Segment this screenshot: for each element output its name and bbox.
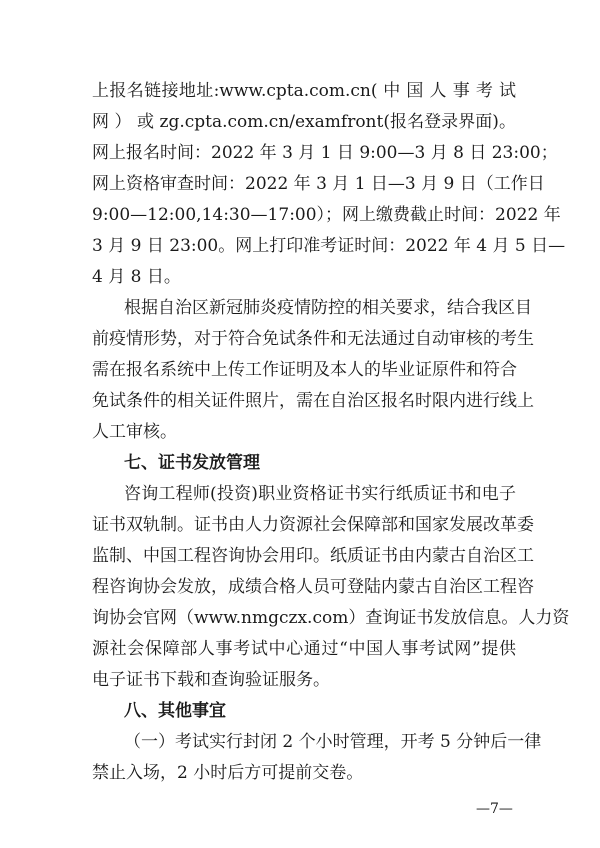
paragraph-2-line-5: 人工审核。 <box>92 422 177 442</box>
text-line-7: 4 月 8 日。 <box>92 267 181 287</box>
paragraph-2-line-1: 根据自治区新冠肺炎疫情防控的相关要求，结合我区目 <box>124 298 532 318</box>
text-line-2: 网 ） 或 zg.cpta.com.cn/examfront(报名登录界面)。 <box>92 112 516 132</box>
paragraph-3-line-5: 询协会官网（www.nmgczx.com）查询证书发放信息。人力资 <box>92 608 570 628</box>
paragraph-3-line-4: 程咨询协会发放，成绩合格人员可登陆内蒙古自治区工程咨 <box>92 577 534 597</box>
text-line-1: 上报名链接地址:www.cpta.com.cn( 中 国 人 事 考 试 <box>92 81 516 101</box>
paragraph-2-line-2: 前疫情形势，对于符合免试条件和无法通过自动审核的考生 <box>92 329 534 349</box>
page-number: —7— <box>476 801 513 817</box>
text-line-3: 网上报名时间：2022 年 3 月 1 日 9:00—3 月 8 日 23:00； <box>92 143 558 163</box>
paragraph-3-line-6: 源社会保障部人事考试中心通过“中国人事考试网”提供 <box>92 639 516 659</box>
section-heading-8: 八、其他事宜 <box>124 701 226 721</box>
paragraph-3-line-2: 证书双轨制。证书由人力资源社会保障部和国家发展改革委 <box>92 515 534 535</box>
text-line-4: 网上资格审查时间：2022 年 3 月 1 日—3 月 9 日（工作日 <box>92 174 545 194</box>
text-line-6: 3 月 9 日 23:00。网上打印准考证时间：2022 年 4 月 5 日— <box>92 236 566 256</box>
paragraph-2-line-3: 需在报名系统中上传工作证明及本人的毕业证原件和符合 <box>92 360 517 380</box>
text-line-5: 9:00—12:00,14:30—17:00）；网上缴费截止时间：2022 年 <box>92 205 561 225</box>
paragraph-3-line-3: 监制、中国工程咨询协会用印。纸质证书由内蒙古自治区工 <box>92 546 534 566</box>
paragraph-3-line-1: 咨询工程师(投资)职业资格证书实行纸质证书和电子 <box>124 484 516 504</box>
paragraph-3-line-7: 电子证书下载和查询验证服务。 <box>92 670 330 690</box>
paragraph-2-line-4: 免试条件的相关证件照片，需在自治区报名时限内进行线上 <box>92 391 534 411</box>
paragraph-4-line-2: 禁止入场，2 小时后方可提前交卷。 <box>92 763 364 783</box>
section-heading-7: 七、证书发放管理 <box>124 453 260 473</box>
paragraph-4-line-1: （一）考试实行封闭 2 个小时管理，开考 5 分钟后一律 <box>124 732 542 752</box>
